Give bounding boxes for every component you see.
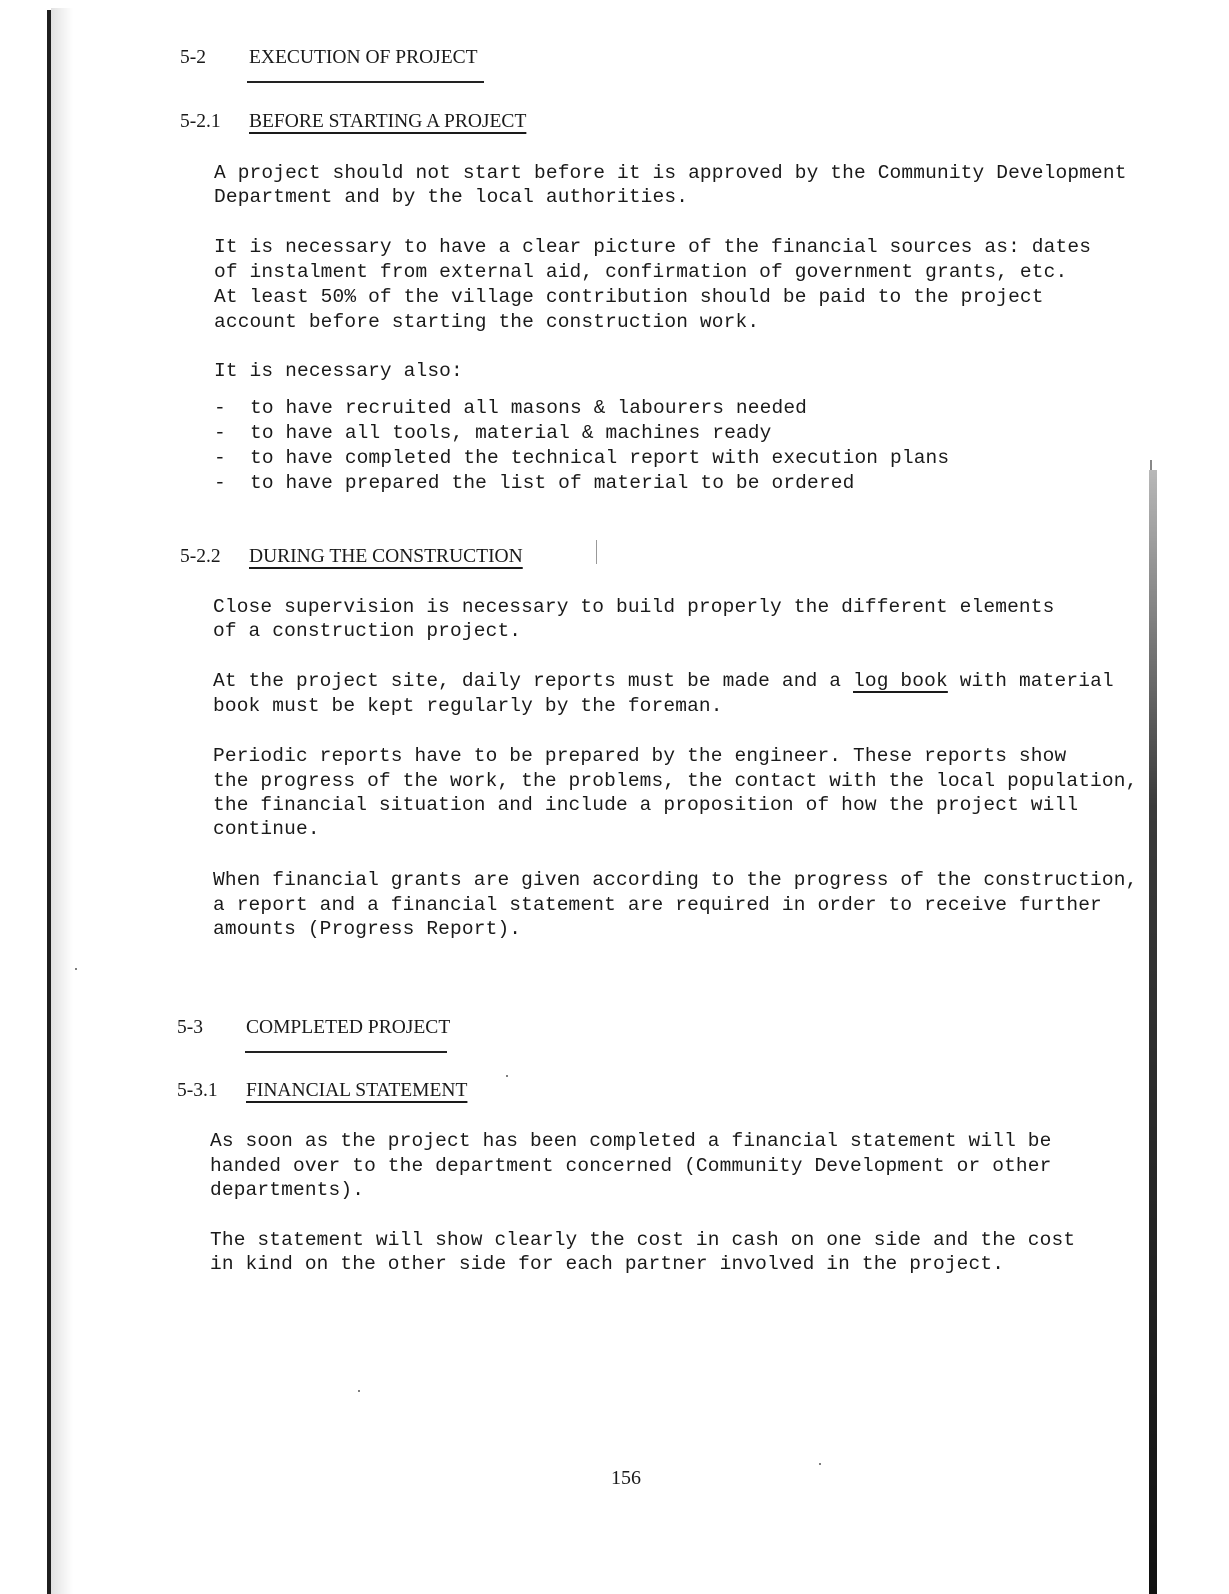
subsection-title-5-3-1: FINANCIAL STATEMENT [246, 1080, 468, 1101]
paragraph-line: At least 50% of the village contribution should be paid to the project [214, 286, 1044, 308]
paragraph-line: of instalment from external aid, confirmation of government grants, etc. [214, 261, 1068, 283]
paragraph-line: Close supervision is necessary to build properly the different elements [213, 596, 1055, 618]
bullet-item: to have completed the technical report with execution plans [250, 447, 950, 469]
section-number-5-2: 5-2 [180, 47, 206, 68]
paragraph-line: The statement will show clearly the cost in cash on one side and the cost [210, 1229, 1076, 1251]
paragraph-line: As soon as the project has been completed a financial statement will be [210, 1130, 1052, 1152]
scan-speck [819, 1463, 821, 1465]
bullet-dash: - [214, 447, 226, 469]
scan-speck [506, 1075, 508, 1077]
paragraph-line: continue. [213, 818, 320, 840]
section-title-rule [245, 1051, 447, 1053]
paragraph-line: a report and a financial statement are required in order to receive further [213, 894, 1102, 916]
paragraph-line: handed over to the department concerned (Community Development or other [210, 1155, 1052, 1177]
scan-right-edge [1149, 470, 1157, 1594]
text-run: with material [947, 670, 1114, 692]
subsection-number-5-2-1: 5-2.1 [180, 111, 221, 132]
bullet-dash: - [214, 422, 226, 444]
paragraph-line: of a construction project. [213, 620, 522, 642]
bullet-item: to have all tools, material & machines ready [250, 422, 772, 444]
subsection-title-5-2-2: DURING THE CONSTRUCTION [249, 546, 523, 567]
page-number: 156 [611, 1467, 641, 1489]
paragraph-line: Department and by the local authorities. [214, 186, 689, 208]
paragraph-line: account before starting the construction work. [214, 311, 760, 333]
paragraph-line: the financial situation and include a proposition of how the project will [213, 794, 1079, 816]
bullet-item: to have prepared the list of material to be ordered [250, 472, 855, 494]
scan-left-edge [47, 10, 51, 1594]
paragraph-line: A project should not start before it is approved by the Community Development [214, 162, 1127, 184]
section-number-5-3: 5-3 [177, 1017, 203, 1038]
section-title-5-3: COMPLETED PROJECT [246, 1017, 451, 1038]
bullet-dash: - [214, 397, 226, 419]
subsection-number-5-3-1: 5-3.1 [177, 1080, 218, 1101]
paragraph-line: It is necessary to have a clear picture of the financial sources as: dates [214, 236, 1092, 258]
paragraph-line: departments). [210, 1179, 365, 1201]
log-book-term: log book [853, 670, 948, 692]
scan-margin-shadow [51, 8, 73, 1594]
paragraph-line: When financial grants are given according to the progress of the construction, [213, 869, 1138, 891]
paragraph-line: Periodic reports have to be prepared by the engineer. These reports show [213, 745, 1067, 767]
scan-speck [75, 968, 77, 970]
text-run: At the project site, daily reports must be made and a [213, 670, 854, 692]
section-title-rule [247, 81, 484, 83]
paragraph-line: the progress of the work, the problems, the contact with the local population, [213, 770, 1138, 792]
subsection-number-5-2-2: 5-2.2 [180, 546, 221, 567]
paragraph-line: It is necessary also: [214, 360, 463, 382]
paragraph-line: in kind on the other side for each partner involved in the project. [210, 1253, 1005, 1275]
bullet-dash: - [214, 472, 226, 494]
section-title-5-2: EXECUTION OF PROJECT [249, 47, 478, 68]
paragraph-line [213, 669, 1114, 694]
scan-mark [596, 540, 597, 564]
paragraph-line: amounts (Progress Report). [213, 918, 522, 940]
subsection-title-5-2-1: BEFORE STARTING A PROJECT [249, 111, 527, 132]
paragraph-line: book must be kept regularly by the foreman. [213, 695, 723, 717]
scan-speck [358, 1390, 360, 1392]
bullet-item: to have recruited all masons & labourers needed [250, 397, 808, 419]
